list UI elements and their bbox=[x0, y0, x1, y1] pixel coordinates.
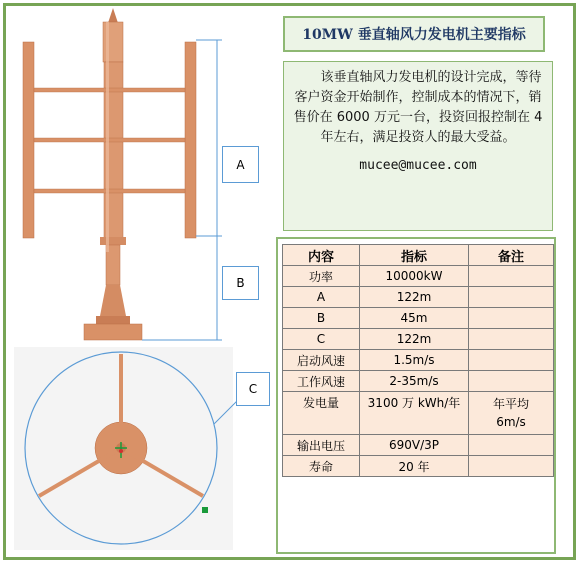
table-row bbox=[283, 435, 554, 456]
strut-bottom bbox=[34, 189, 185, 193]
row-note bbox=[469, 392, 554, 435]
row-item: C bbox=[283, 329, 360, 350]
table-row bbox=[283, 392, 554, 435]
label-b: B bbox=[222, 266, 259, 300]
row-value: 10000kW bbox=[360, 266, 469, 287]
label-a: A bbox=[222, 146, 259, 183]
table-row bbox=[283, 266, 554, 287]
row-value: 20 年 bbox=[360, 456, 469, 477]
spec-table bbox=[282, 244, 554, 477]
base-plinth bbox=[96, 316, 130, 324]
row-item: 工作风速 bbox=[283, 371, 360, 392]
row-item: 发电量 bbox=[283, 392, 360, 435]
table-row bbox=[283, 350, 554, 371]
row-value: 122m bbox=[360, 329, 469, 350]
blade-left bbox=[23, 42, 34, 238]
table-header-row bbox=[283, 245, 554, 266]
tower-collar bbox=[100, 237, 126, 245]
shaft-highlight bbox=[106, 22, 109, 252]
header-item: 内容 bbox=[283, 245, 360, 266]
row-note bbox=[469, 350, 554, 371]
table-row bbox=[283, 329, 554, 350]
handle-marker bbox=[202, 507, 208, 513]
label-c: C bbox=[236, 372, 270, 406]
row-value: 122m bbox=[360, 287, 469, 308]
title-banner bbox=[283, 16, 545, 52]
row-value: 690V/3P bbox=[360, 435, 469, 456]
row-note-line2: 6m/s bbox=[496, 415, 526, 429]
row-value: 45m bbox=[360, 308, 469, 329]
row-note-line1: 年平均 bbox=[492, 397, 529, 411]
origin-point bbox=[119, 449, 123, 453]
header-value: 指标 bbox=[360, 245, 469, 266]
strut-top bbox=[34, 88, 185, 92]
row-value: 3100 万 kWh/年 bbox=[360, 392, 469, 435]
page-title: 10MW 垂直轴风力发电机主要指标 bbox=[302, 27, 526, 43]
row-note bbox=[469, 435, 554, 456]
row-note bbox=[469, 329, 554, 350]
row-item: 功率 bbox=[283, 266, 360, 287]
row-item: B bbox=[283, 308, 360, 329]
row-note bbox=[469, 371, 554, 392]
row-value: 1.5m/s bbox=[360, 350, 469, 371]
row-note bbox=[469, 456, 554, 477]
contact-email[interactable]: mucee@mucee.com bbox=[359, 158, 477, 173]
description-panel bbox=[283, 61, 553, 231]
row-note bbox=[469, 287, 554, 308]
row-note bbox=[469, 308, 554, 329]
table-row bbox=[283, 456, 554, 477]
table-row bbox=[283, 308, 554, 329]
strut-middle bbox=[34, 138, 185, 142]
table-row bbox=[283, 371, 554, 392]
row-item: 寿命 bbox=[283, 456, 360, 477]
spec-table-panel bbox=[276, 237, 556, 554]
row-item: 启动风速 bbox=[283, 350, 360, 371]
row-note bbox=[469, 266, 554, 287]
row-item: 输出电压 bbox=[283, 435, 360, 456]
base-foundation bbox=[84, 324, 142, 340]
header-note: 备注 bbox=[469, 245, 554, 266]
table-row bbox=[283, 287, 554, 308]
row-value: 2-35m/s bbox=[360, 371, 469, 392]
description-text: 该垂直轴风力发电机的设计完成，等待客户资金开始制作，控制成本的情况下，销售价在 6000 万元一台，投资回报控制在 4 年左右，满足投资人的最大受益。 bbox=[293, 70, 543, 145]
row-item: A bbox=[283, 287, 360, 308]
blade-right bbox=[185, 42, 196, 238]
